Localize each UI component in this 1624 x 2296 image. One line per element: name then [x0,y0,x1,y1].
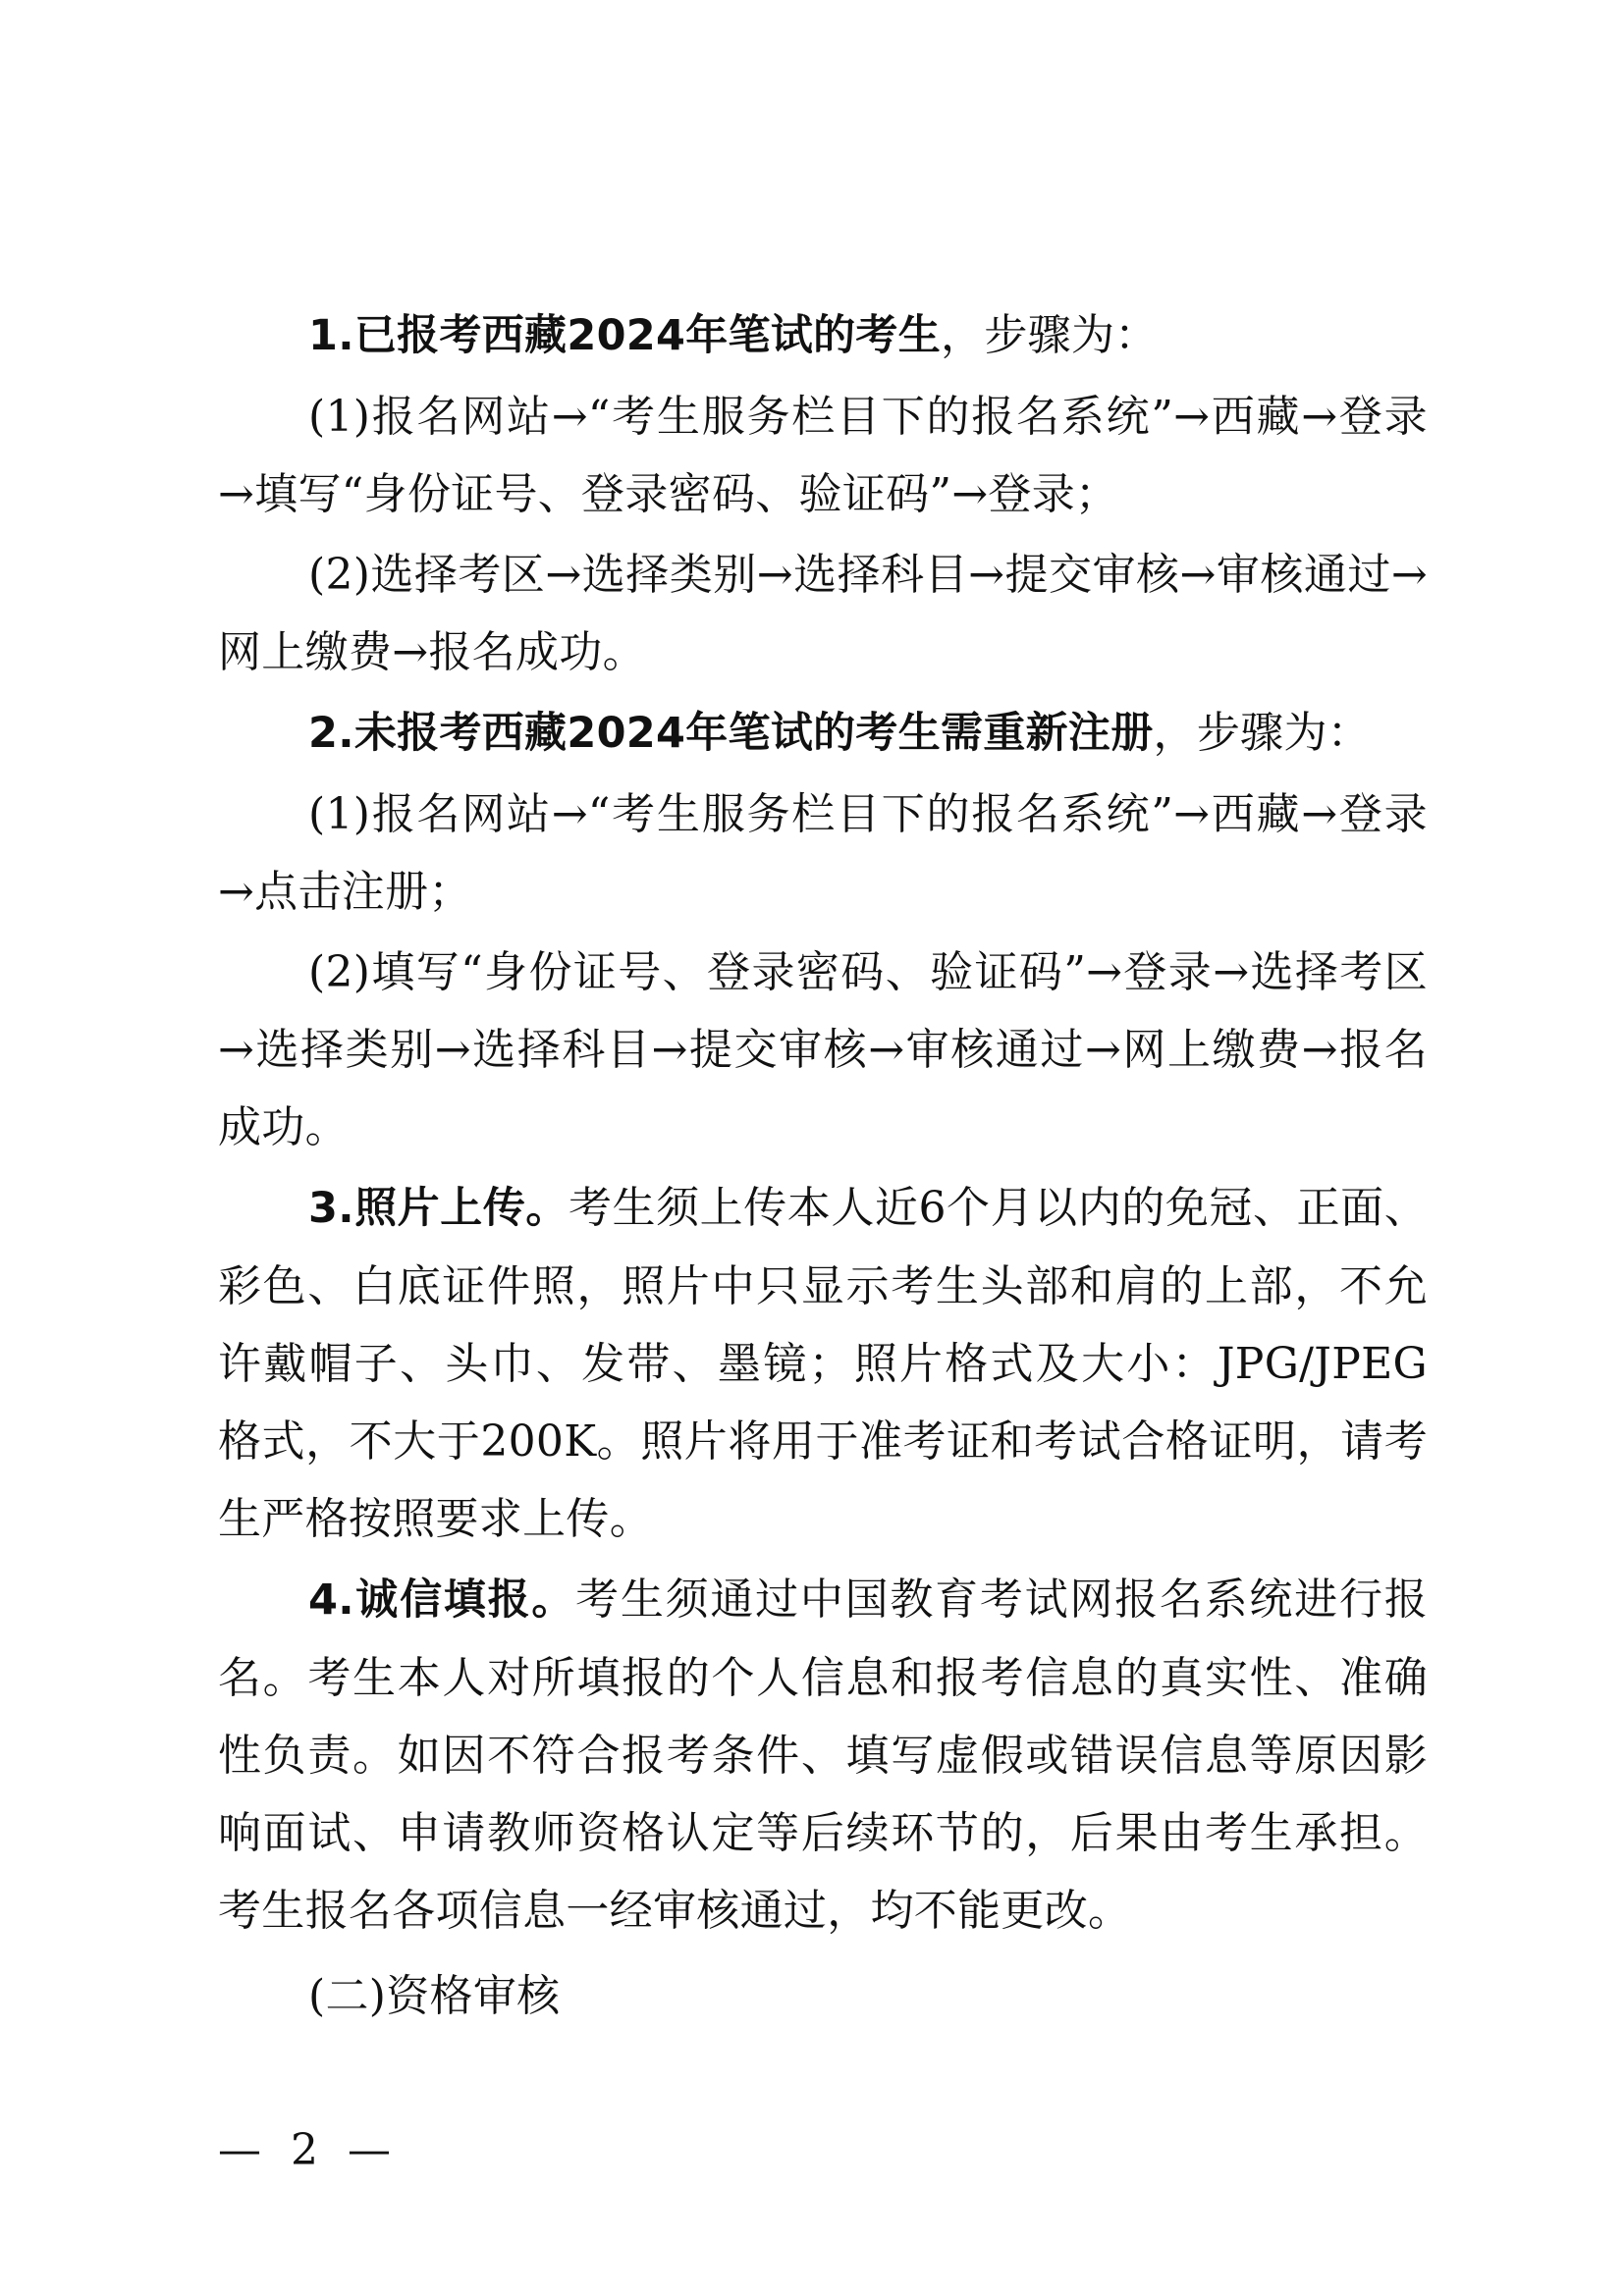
paragraph-lead: 3.照片上传。 [308,1184,568,1233]
paragraph-honest-registration [218,1561,1428,1949]
paragraph-text: ，步骤为： [941,310,1159,360]
paragraph-text: (1)报名网站→“考生服务栏目下的报名系统”→西藏→登录→填写“身份证号、登录密码、验证码”→登录； [218,392,1428,519]
paragraph-new-step-1-register [218,775,1428,931]
paragraph-lead: 4.诚信填报。 [308,1575,576,1625]
paragraph-text: 考生须通过中国教育考试网报名系统进行报名。考生本人对所填报的个人信息和报考信息的真实性、准确性负责。如因不符合报考条件、填写虚假或错误信息等原因影响面试、申请教师资格认定等后续环节的，后果由考生承担。考生报名各项信息一经审核通过，均不能更改。 [218,1575,1428,1936]
paragraph-text: (2)选择考区→选择类别→选择科目→提交审核→审核通过→网上缴费→报名成功。 [218,550,1428,677]
paragraph-text: ，步骤为： [1153,708,1372,758]
paragraph-registered-candidates [218,296,1428,375]
paragraph-lead: 2.未报考西藏2024年笔试的考生需重新注册 [308,709,1154,758]
document-body [218,296,1428,2038]
paragraph-text: (2)填写“身份证号、登录密码、验证码”→登录→选择考区→选择类别→选择科目→提交审核→审核通过→网上缴费→报名成功。 [218,947,1428,1152]
page-number: — 2 — [218,2125,399,2175]
section-heading-qualification-review: (二)资格审核 [308,1971,561,2021]
paragraph-step-1-login [218,378,1428,533]
paragraph-lead: 1.已报考西藏2024年笔试的考生 [308,311,942,360]
paragraph-photo-upload [218,1169,1428,1558]
paragraph-step-2-payment [218,536,1428,691]
paragraph-text: (1)报名网站→“考生服务栏目下的报名系统”→西藏→登录→点击注册； [218,789,1428,917]
paragraph-new-step-2-process [218,934,1428,1166]
paragraph-new-candidates [218,694,1428,773]
paragraph-text: 考生须上传本人近6个月以内的免冠、正面、彩色、白底证件照，照片中只显示考生头部和肩的上部，不允许戴帽子、头巾、发带、墨镜；照片格式及大小：JPG/JPEG格式，不大于200K。照片将用于准考证和考试合格证明，请考生严格按照要求上传。 [218,1183,1428,1544]
